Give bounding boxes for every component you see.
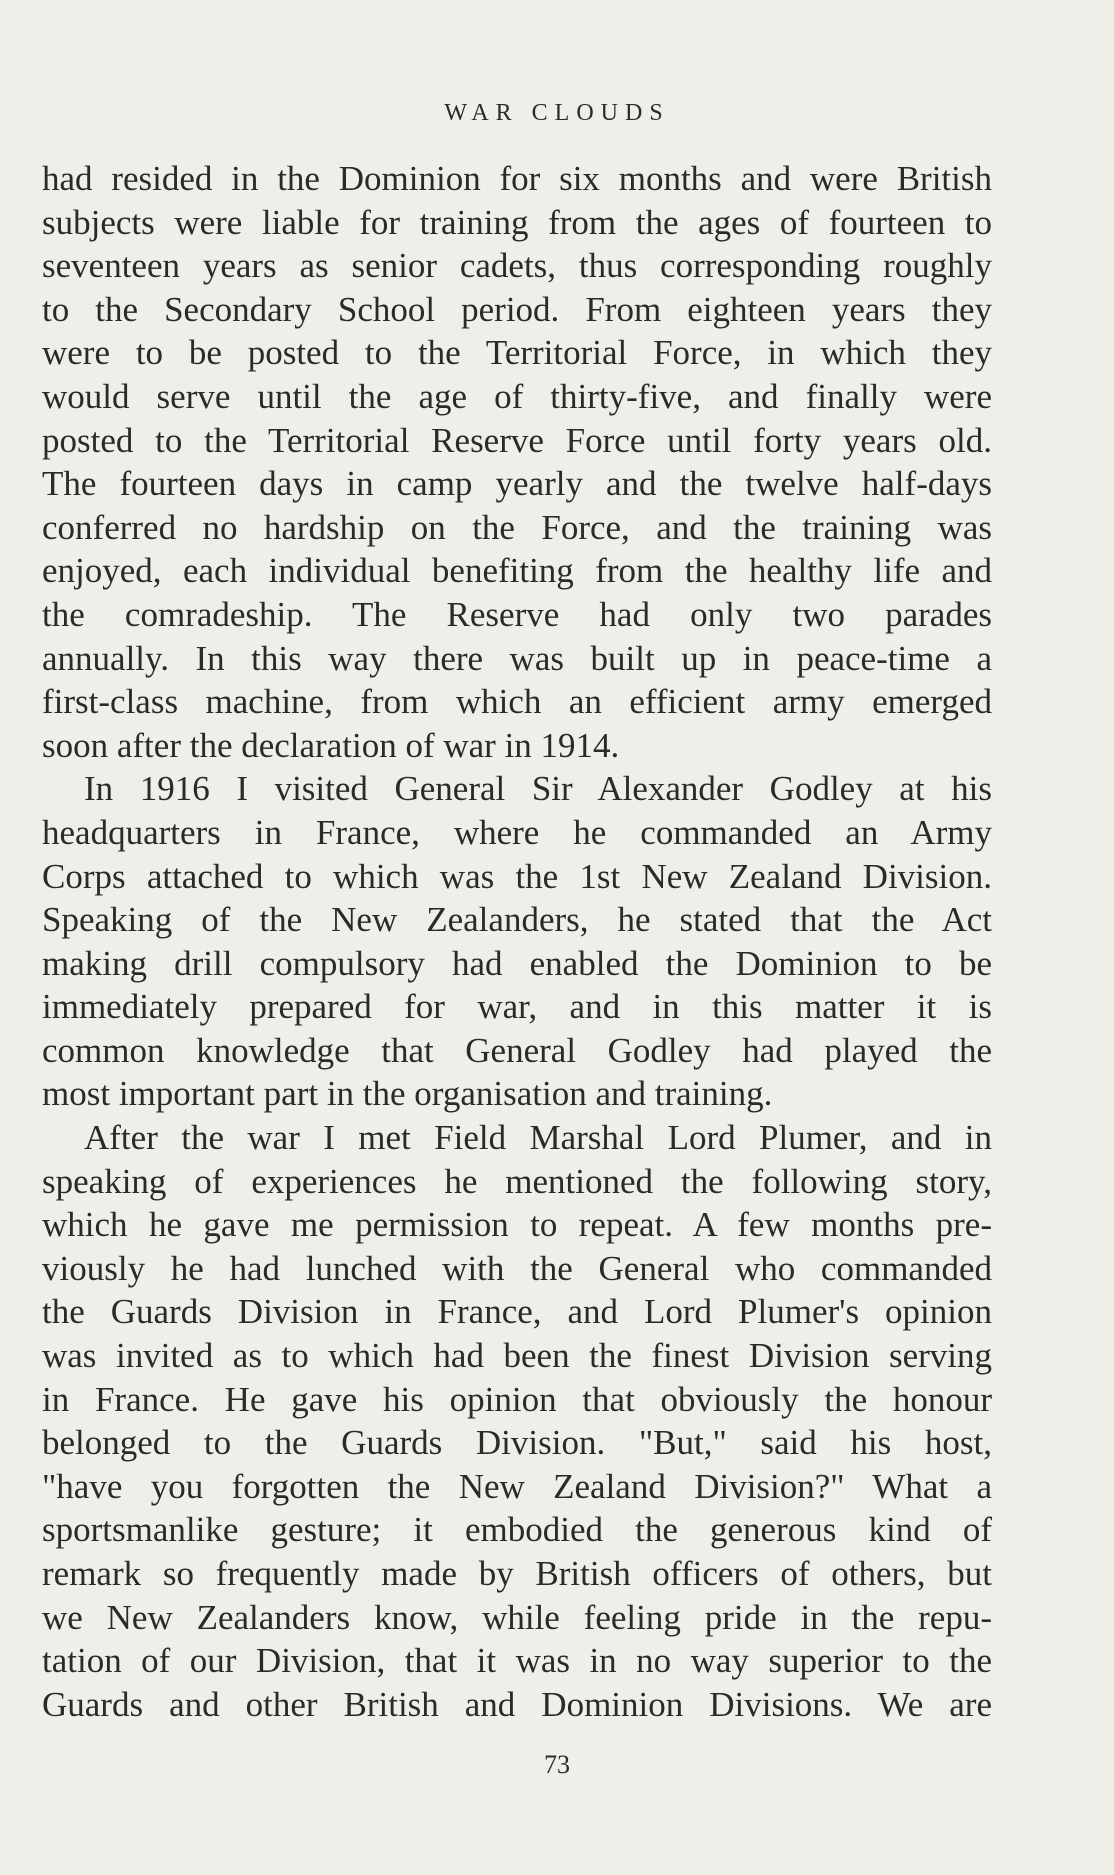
- text-line: to the Secondary School period. From eighteen years they: [42, 289, 992, 329]
- text-line: the Guards Division in France, and Lord Plumer's opinion: [42, 1292, 992, 1332]
- text-line: was invited as to which had been the finest Division serving: [42, 1336, 992, 1376]
- text-line: speaking of experiences he mentioned the following story,: [42, 1161, 992, 1201]
- text-line: were to be posted to the Territorial Force, in which they: [42, 333, 992, 373]
- text-line: The fourteen days in camp yearly and the twelve half-days: [42, 464, 992, 504]
- text-line: in France. He gave his opinion that obviously the honour: [42, 1379, 992, 1419]
- text-line: "have you forgotten the New Zealand Division?" What a: [42, 1466, 992, 1506]
- text-line: common knowledge that General Godley had played the: [42, 1030, 992, 1070]
- text-line: sportsmanlike gesture; it embodied the generous kind of: [42, 1510, 992, 1550]
- text-line: first-class machine, from which an efficient army emerged: [42, 682, 992, 722]
- running-head: WAR CLOUDS: [444, 100, 670, 126]
- text-line: making drill compulsory had enabled the Dominion to be: [42, 943, 992, 983]
- text-line: subjects were liable for training from the ages of fourteen to: [42, 202, 992, 242]
- text-line: enjoyed, each individual benefiting from the healthy life and: [42, 551, 992, 591]
- text-line: After the war I met Field Marshal Lord Plumer, and in: [84, 1118, 992, 1158]
- text-line: In 1916 I visited General Sir Alexander Godley at his: [84, 769, 992, 809]
- text-line: we New Zealanders know, while feeling pride in the repu-: [42, 1597, 992, 1637]
- text-line: soon after the declaration of war in 1914.: [42, 725, 620, 765]
- text-line: most important part in the organisation and training.: [42, 1074, 773, 1114]
- text-line: posted to the Territorial Reserve Force until forty years old.: [42, 420, 992, 460]
- text-line: viously he had lunched with the General who commanded: [42, 1248, 992, 1288]
- text-line: had resided in the Dominion for six months and were British: [42, 159, 992, 198]
- text-line: would serve until the age of thirty-five, and finally were: [42, 376, 992, 416]
- text-line: Guards and other British and Dominion Divisions. We are: [42, 1684, 992, 1724]
- text-line: immediately prepared for war, and in this matter it is: [42, 987, 992, 1027]
- body-text: [42, 157, 992, 1726]
- text-line: remark so frequently made by British officers of others, but: [42, 1554, 992, 1593]
- text-line: which he gave me permission to repeat. A few months pre-: [42, 1205, 992, 1245]
- text-line: belonged to the Guards Division. "But," said his host,: [42, 1423, 992, 1463]
- text-line: Speaking of the New Zealanders, he stated that the Act: [42, 900, 992, 940]
- text-line: annually. In this way there was built up in peace-time a: [42, 638, 992, 678]
- text-line: conferred no hardship on the Force, and the training was: [42, 507, 992, 547]
- text-line: the comradeship. The Reserve had only two parades: [42, 594, 992, 634]
- text-line: tation of our Division, that it was in no way superior to the: [42, 1641, 992, 1681]
- page-number: 73: [544, 1750, 570, 1779]
- text-line: Corps attached to which was the 1st New Zealand Division.: [42, 856, 992, 896]
- text-line: headquarters in France, where he commanded an Army: [42, 812, 992, 852]
- text-line: seventeen years as senior cadets, thus corresponding roughly: [42, 246, 992, 286]
